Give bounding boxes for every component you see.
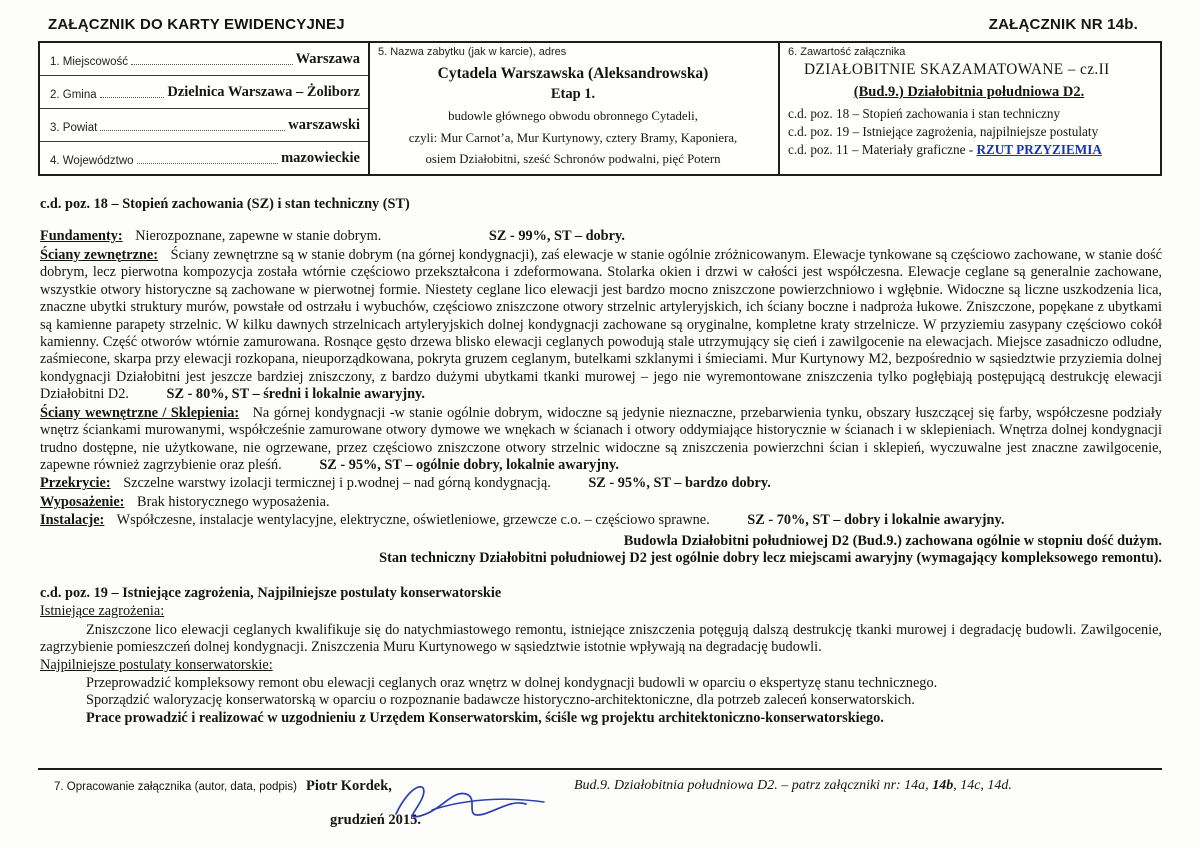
field-value: mazowieckie [281, 149, 360, 166]
contents-item-11-highlight: RZUT PRZYZIEMIA [976, 142, 1102, 158]
note-annex-bold: 14b [932, 778, 954, 793]
section-wyposazenie [40, 494, 1162, 511]
section-term: Fundamenty: [40, 228, 123, 245]
signature-icon [390, 774, 550, 836]
field-label: 1. Miejscowość [50, 55, 128, 68]
contents-title: DZIAŁOBITNIE SKAZAMATOWANE – cz.II [804, 61, 1110, 78]
section-text: Nierozpoznane, zapewne w stanie dobrym. [135, 228, 382, 245]
field-gmina [40, 76, 368, 109]
section-term: Instalacje: [40, 512, 105, 529]
monument-description-line: czyli: Mur Carnot’a, Mur Kurtynowy, cztery Bramy, Kaponiera, [408, 130, 738, 145]
section-text: Szczelne warstwy izolacji termicznej i p.wodnej – nad górną kondygnacją. [123, 475, 551, 492]
monument-field-label: 5. Nazwa zabytku (jak w karcie), adres [378, 46, 567, 58]
contents-item-11-prefix: c.d. poz. 11 – Materiały graficzne - [788, 142, 977, 158]
monument-description-line: budowle głównego obwodu obronnego Cytadeli, [448, 109, 698, 123]
contents-column [780, 43, 1160, 174]
field-wojewodztwo [40, 142, 368, 174]
contents-item-19: c.d. poz. 19 – Istniejące zagrożenia, najpilniejsze postulaty [788, 124, 1099, 140]
document-body [40, 196, 1162, 727]
contents-field-label: 6. Zawartość załącznika [788, 46, 906, 58]
section-text: Brak historycznego wyposażenia. [137, 493, 330, 510]
section-term: Przekrycie: [40, 475, 111, 492]
section-term: Wyposażenie: [40, 493, 125, 510]
heading-poz-19: c.d. poz. 19 – Istniejące zagrożenia, Najpilniejsze postulaty konserwatorskie [40, 584, 502, 601]
monument-column [370, 43, 780, 174]
summary-line: Stan techniczny Działobitni południowej D2 jest ogólnie dobry lecz miejscami awaryjny (wymagający kompleksowego remontu). [379, 550, 1162, 567]
summary-line: Budowla Działobitni południowej D2 (Bud.9.) zachowana ogólnie w stopniu dość dużym. [623, 532, 1162, 549]
section-rating: SZ - 70%, ST – dobry i lokalnie awaryjny. [747, 512, 1005, 529]
dotted-leader [131, 64, 293, 65]
document-date: grudzień 2015. [330, 812, 422, 828]
section-term: Ściany zewnętrzne: [40, 246, 158, 263]
contents-item-18: c.d. poz. 18 – Stopień zachowania i stan techniczny [788, 106, 1061, 121]
field-label: 2. Gmina [50, 88, 97, 101]
section-rating: SZ - 80%, ST – średni i lokalnie awaryjny. [166, 386, 425, 403]
section-text: Na górnej kondygnacji -w stanie ogólnie dobrym, widoczne są jedynie nieznaczne, przebarwienia tynku, obszary łuszczącej się farby, współczesne podziały wnętrz ściankami murowanymi, współcześnie zamurowane otwory dymowe we wnękach w ścianach i otwory oddymiające historycznie w ścianach i w sklepieniach. Wnętrza dolnej kondygnacji trudno dostępne, nie użytkowane, nie ogrzewane, przez częściowo zniszczone otwory strzelnic widoczne są zniszczenia powierzchni ścian i sklepień, wyczuwalne jest znaczne zawilgocenie, zapewne również zagrzybienie oraz pleśń. [40, 404, 1162, 473]
field-value: warszawski [288, 116, 360, 133]
section-text: Ściany zewnętrzne są w stanie dobrym (na górnej kondygnacji), zaś elewacje w stanie ogólnie zróżnicowanym. Elewacje tynkowane są częściowo zachowane, w stanie dość dobrym, lecz pierwotna kompozycja została wtórnie częściowo przekształcona i zdeformowana. Stolarka okien i drzwi w całości jest współczesna. Elewacje ceglane są generalnie zachowane, wszystkie otwory historyczne są zachowane w pierwotnej formie. Niestety ceglane lico elewacji jest bardzo mocno zniszczone powierzchniowo i wgłębnie. Widoczne są liczne uszkodzenia lica, znaczne ubytki struktury murów, powstałe od ostrzału i wybuchów, częściowo zniszczone otwory strzelnic artyleryjskich, ich ściany boczne i nadproża łukowe. Zniszczone, popękane z ubytkami są kamienne parapety strzelnic. W kilku dawnych strzelnicach artyleryjskich dolnej kondygnacji zachowane są oryginalne, kompletne kraty strzelnicze. W przyziemiu zasypany częściowo cokół kamienny. Część otworów wtórnie zamurowana. Rosnące gęsto drzewa blisko elewacji ceglanych powodują stale utrzymujący się cień i zawilgocenie na elewacjach. Miejsce zasadniczo odludne, zaśmiecone, skarpa przy elewacji rozkopana, nieuporządkowana, pokryta gruzem ceglanym, butelkami szklanymi i śmieciami. Mur Kurtynowy M2, bezpośrednio w sąsiedztwie przyziemia dolnej kondygnacji Działobitni jest jeszcze bardziej zniszczony, z bardzo dużymi ubytkami tkanki murowej – jego nie wyremontowane zniszczenia tylko pogłębiają postępującą destrukcję elewacji Działobitni D2. [40, 246, 1162, 403]
annex-number: ZAŁĄCZNIK NR 14b. [988, 16, 1138, 33]
field-label: 4. Województwo [50, 154, 134, 167]
note-prefix: Bud.9. Działobitnia południowa D2. – patrz załączniki nr: 14a, [574, 778, 933, 793]
contents-item-11 [788, 141, 1150, 159]
heading-poz-18: c.d. poz. 18 – Stopień zachowania (SZ) i stan techniczny (ST) [40, 195, 410, 212]
section-rating: SZ - 99%, ST – dobry. [488, 228, 625, 245]
threats-paragraph: Zniszczone lico elewacji ceglanych kwalifikuje się do natychmiastowego remontu, istniejące zniszczenia potęgują dalszą destrukcję tkanki murowej i degradację budowli. Zawilgocenie, zagrzybienie pomieszczeń dolnej kondygnacji. Zniszczenia Muru Kurtynowego w sąsiedztwie istotnie wpływają na degradację budowli. [40, 621, 1162, 655]
footer-reference-note [574, 778, 1012, 794]
signature [390, 774, 550, 841]
section-sciany-wewnetrzne [40, 405, 1162, 475]
section-przekrycie [40, 475, 1162, 492]
section-rating: SZ - 95%, ST – bardzo dobry. [588, 475, 771, 492]
dotted-leader [137, 163, 279, 164]
threats-subheading: Istniejące zagrożenia: [40, 603, 165, 620]
field-value: Warszawa [295, 50, 360, 67]
summary-block [40, 533, 1162, 568]
field-label: 3. Powiat [50, 121, 98, 134]
postulate-item-bold: Prace prowadzić i realizować w uzgodnieniu z Urzędem Konserwatorskim, ściśle wg projektu architektoniczno-konserwatorskiego. [86, 709, 884, 726]
author-name: Piotr Kordek, [306, 778, 392, 794]
postulate-item: Przeprowadzić kompleksowy remont obu elewacji ceglanych oraz wnętrz w dolnej kondygnacji budowli w oparciu o ekspertyzę stanu technicznego. [86, 674, 938, 691]
note-suffix: , 14c, 14d. [953, 778, 1012, 793]
field-powiat [40, 109, 368, 142]
section-term: Ściany wewnętrzne / Sklepienia: [40, 404, 240, 421]
postulates-subheading: Najpilniejsze postulaty konserwatorskie: [40, 657, 273, 674]
document-header [0, 0, 1200, 39]
document-title: ZAŁĄCZNIK DO KARTY EWIDENCYJNEJ [48, 16, 345, 33]
dotted-leader [100, 130, 285, 131]
postulate-item: Sporządzić waloryzację konserwatorską w oparciu o rozpoznanie badawcze historyczno-architektoniczne, dla potrzeb zaleceń konserwatorskich. [86, 692, 915, 709]
monument-description-line: osiem Działobitni, sześć Schronów podwalni, pięć Potern [425, 152, 721, 167]
field-value: Dzielnica Warszawa – Żoliborz [167, 83, 360, 100]
document-footer [38, 768, 1162, 846]
section-fundamenty [40, 228, 1162, 245]
field-miejscowosc [40, 43, 368, 76]
monument-name: Cytadela Warszawska (Aleksandrowska) [437, 65, 709, 82]
contents-subtitle: (Bud.9.) Działobitnia południowa D2. [853, 84, 1085, 100]
monument-stage: Etap 1. [550, 86, 596, 102]
location-column [40, 43, 370, 174]
form-table [38, 41, 1162, 176]
dotted-leader [100, 97, 165, 98]
section-sciany-zewnetrzne [40, 247, 1162, 404]
section-text: Współczesne, instalacje wentylacyjne, elektryczne, oświetleniowe, grzewcze c.o. – częściowo sprawne. [116, 512, 710, 529]
footer-field-label: 7. Opracowanie załącznika (autor, data, podpis) [54, 781, 297, 793]
section-rating: SZ - 95%, ST – ogólnie dobry, lokalnie awaryjny. [319, 457, 619, 473]
section-instalacje [40, 512, 1162, 529]
